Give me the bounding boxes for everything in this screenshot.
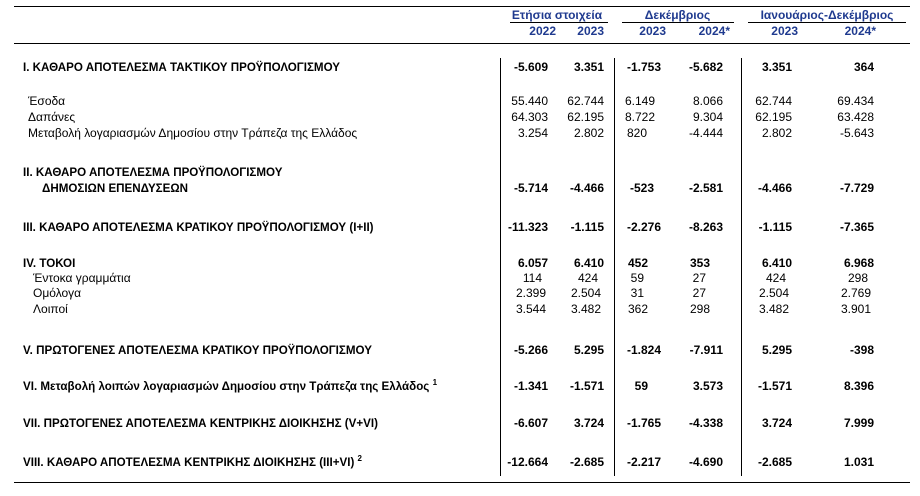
- header-year: 2023: [639, 24, 666, 38]
- cell-value: 59: [634, 379, 648, 393]
- cell-value: 3.724: [761, 416, 792, 430]
- cell-value: 2.802: [573, 126, 604, 140]
- row-label: ΔΗΜΟΣΙΩΝ ΕΠΕΝΔΥΣΕΩΝ: [42, 182, 189, 195]
- header-group-december: Δεκέμβριος: [644, 8, 711, 22]
- cell-value: 7.999: [843, 416, 874, 430]
- cell-value: 63.428: [837, 110, 874, 124]
- cell-value: 5.295: [573, 343, 604, 357]
- cell-value: -1.824: [626, 343, 661, 357]
- cell-value: -7.365: [839, 220, 874, 234]
- cell-value: 69.434: [837, 94, 874, 108]
- table-row: [0, 60, 920, 75]
- cell-value: 452: [627, 256, 648, 270]
- cell-value: 3.724: [573, 416, 604, 430]
- cell-value: 3.573: [692, 379, 723, 393]
- cell-value: 62.195: [755, 110, 792, 124]
- table-row-heading: [0, 165, 920, 180]
- table-row: [0, 286, 920, 301]
- cell-value: -1.115: [758, 220, 792, 234]
- header-group-jan-dec-underline: [748, 22, 906, 23]
- row-label: IV. ΤΟΚΟΙ: [23, 257, 76, 270]
- cell-value: 6.968: [843, 256, 874, 270]
- cell-value: -1.115: [570, 220, 604, 234]
- header-year: 2023: [577, 24, 604, 38]
- cell-value: -398: [849, 343, 874, 357]
- table-bottom-rule: [14, 482, 910, 483]
- row-label: Μεταβολή λογαριασμών Δημοσίου στην Τράπεζα της Ελλάδος: [28, 126, 358, 140]
- footnote-marker: 1: [432, 378, 438, 387]
- row-label: [23, 455, 362, 470]
- cell-value: -12.664: [507, 455, 548, 469]
- cell-value: 8.396: [843, 379, 874, 393]
- header-year: 2024*: [698, 24, 730, 38]
- table-row: [0, 220, 920, 235]
- cell-value: 353: [689, 256, 710, 270]
- cell-value: -4.444: [688, 126, 723, 140]
- cell-value: 31: [630, 286, 644, 300]
- cell-value: -7.911: [689, 343, 723, 357]
- cell-value: -6.607: [513, 416, 548, 430]
- table-row: [0, 256, 920, 271]
- cell-value: 27: [692, 271, 706, 285]
- cell-value: -2.581: [688, 181, 723, 195]
- cell-value: 8.722: [624, 110, 655, 124]
- cell-value: -4.466: [757, 181, 792, 195]
- cell-value: 2.802: [761, 126, 792, 140]
- table-row: [0, 455, 920, 470]
- cell-value: 3.254: [517, 126, 548, 140]
- cell-value: -2.217: [626, 455, 661, 469]
- row-label: Έσοδα: [28, 94, 66, 108]
- cell-value: -2.685: [757, 455, 792, 469]
- cell-value: 3.544: [515, 302, 546, 316]
- cell-value: 2.504: [570, 286, 601, 300]
- cell-value: -1.571: [757, 379, 792, 393]
- row-label: V. ΠΡΩΤΟΓΕΝΕΣ ΑΠΟΤΕΛΕΣΜΑ ΚΡΑΤΙΚΟΥ ΠΡΟΫΠΟΛΟΓΙΣΜΟΥ: [23, 344, 372, 357]
- row-label: II. ΚΑΘΑΡΟ ΑΠΟΤΕΛΕΣΜΑ ΠΡΟΫΠΟΛΟΓΙΣΜΟΥ: [23, 166, 283, 179]
- cell-value: 3.482: [758, 302, 789, 316]
- cell-value: 59: [630, 271, 644, 285]
- cell-value: 6.410: [573, 256, 604, 270]
- cell-value: -5.643: [839, 126, 874, 140]
- cell-value: 114: [522, 271, 542, 285]
- cell-value: 424: [765, 271, 786, 285]
- table-row: [0, 302, 920, 317]
- cell-value: 3.901: [840, 302, 871, 316]
- table-row: [0, 181, 920, 196]
- header-group-annual-underline: [510, 22, 608, 23]
- cell-value: 298: [847, 271, 868, 285]
- cell-value: -2.685: [569, 455, 604, 469]
- cell-value: 424: [577, 271, 598, 285]
- cell-value: -5.714: [513, 181, 548, 195]
- header-year: 2023: [771, 24, 798, 38]
- cell-value: 2.399: [515, 286, 546, 300]
- table-header-rule: [14, 43, 910, 44]
- row-label: [23, 379, 437, 394]
- cell-value: -5.682: [688, 60, 723, 74]
- cell-value: 62.744: [755, 94, 792, 108]
- table-row: [0, 379, 920, 394]
- cell-value: 362: [627, 302, 648, 316]
- header-year: 2022: [529, 24, 556, 38]
- row-label-text: VI. Μεταβολή λοιπών λογαριασμών Δημοσίου στην Τράπεζα της Ελλάδος: [23, 380, 430, 393]
- cell-value: -1.571: [569, 379, 604, 393]
- cell-value: 364: [853, 60, 874, 74]
- cell-value: 55.440: [511, 94, 548, 108]
- cell-value: -2.276: [626, 220, 661, 234]
- cell-value: -1.765: [626, 416, 661, 430]
- row-label: Λοιποί: [33, 302, 68, 316]
- cell-value: 6.149: [624, 94, 655, 108]
- cell-value: 2.504: [758, 286, 789, 300]
- cell-value: 27: [692, 286, 706, 300]
- cell-value: 8.066: [692, 94, 723, 108]
- table-row: [0, 271, 920, 286]
- cell-value: -523: [629, 181, 654, 195]
- row-label: Δαπάνες: [28, 110, 76, 124]
- table-row: [0, 110, 920, 125]
- cell-value: -1.341: [513, 379, 548, 393]
- cell-value: 5.295: [761, 343, 792, 357]
- cell-value: -1.753: [626, 60, 661, 74]
- header-group-annual: Ετήσια στοιχεία: [511, 8, 603, 22]
- cell-value: 1.031: [843, 455, 874, 469]
- table-row: [0, 343, 920, 358]
- cell-value: 62.744: [567, 94, 604, 108]
- header-year: 2024*: [844, 24, 876, 38]
- table-row: [0, 94, 920, 109]
- table-row: [0, 126, 920, 141]
- cell-value: -11.323: [507, 220, 548, 234]
- cell-value: 6.410: [761, 256, 792, 270]
- cell-value: 820: [626, 126, 647, 140]
- cell-value: -5.609: [513, 60, 548, 74]
- table-top-rule: [14, 6, 910, 7]
- header-group-december-underline: [622, 22, 734, 23]
- cell-value: -4.338: [688, 416, 723, 430]
- cell-value: -4.466: [569, 181, 604, 195]
- cell-value: -4.690: [688, 455, 723, 469]
- cell-value: -7.729: [839, 181, 874, 195]
- cell-value: 3.351: [761, 60, 792, 74]
- row-label: VII. ΠΡΩΤΟΓΕΝΕΣ ΑΠΟΤΕΛΕΣΜΑ ΚΕΝΤΡΙΚΗΣ ΔΙΟΙΚΗΣΗΣ (V+VI): [23, 417, 378, 430]
- cell-value: -8.263: [688, 220, 723, 234]
- cell-value: 298: [689, 302, 710, 316]
- cell-value: 3.482: [570, 302, 601, 316]
- table-row: [0, 416, 920, 431]
- row-label: III. ΚΑΘΑΡΟ ΑΠΟΤΕΛΕΣΜΑ ΚΡΑΤΙΚΟΥ ΠΡΟΫΠΟΛΟΓΙΣΜΟΥ (I+II): [23, 221, 374, 234]
- cell-value: 6.057: [517, 256, 548, 270]
- cell-value: -5.266: [513, 343, 548, 357]
- cell-value: 62.195: [567, 110, 604, 124]
- cell-value: 3.351: [573, 60, 604, 74]
- row-label-text: VIII. ΚΑΘΑΡΟ ΑΠΟΤΕΛΕΣΜΑ ΚΕΝΤΡΙΚΗΣ ΔΙΟΙΚΗΣΗΣ (III+VI): [23, 456, 355, 469]
- cell-value: 64.303: [511, 110, 548, 124]
- row-label: Ομόλογα: [33, 286, 82, 300]
- cell-value: 9.304: [692, 110, 723, 124]
- header-group-jan-dec: Ιανουάριος-Δεκέμβριος: [760, 8, 894, 22]
- row-label: Έντοκα γραμμάτια: [33, 271, 131, 285]
- footnote-marker: 2: [357, 454, 362, 463]
- cell-value: 2.769: [840, 286, 871, 300]
- row-label: I. ΚΑΘΑΡΟ ΑΠΟΤΕΛΕΣΜΑ ΤΑΚΤΙΚΟΥ ΠΡΟΫΠΟΛΟΓΙΣΜΟΥ: [23, 61, 341, 74]
